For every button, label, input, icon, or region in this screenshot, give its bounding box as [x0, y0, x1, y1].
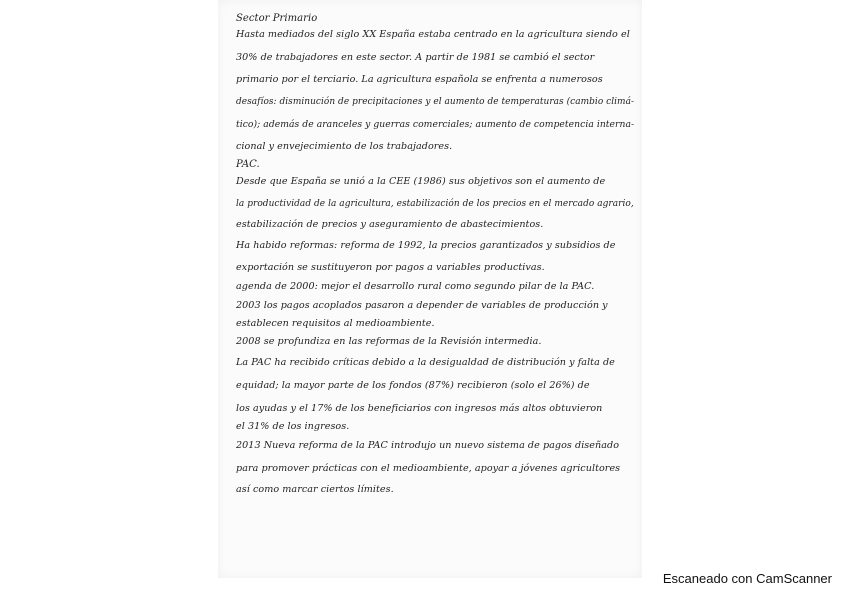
text-line: la productividad de la agricultura, estabilización de los precios en el mercado agrario, — [236, 198, 634, 209]
section-heading-sector-primario: Sector Primario — [236, 13, 318, 24]
camscanner-watermark: Escaneado con CamScanner — [662, 571, 832, 586]
text-line: Hasta mediados del siglo XX España estaba centrado en la agricultura siendo el — [236, 29, 630, 40]
text-line: así como marcar ciertos límites. — [236, 484, 394, 495]
text-line: el 31% de los ingresos. — [236, 421, 350, 432]
text-line: 2013 Nueva reforma de la PAC introdujo un nuevo sistema de pagos diseñado — [236, 440, 620, 451]
text-line: tico); además de aranceles y guerras comerciales; aumento de competencia interna- — [236, 119, 635, 130]
text-line: estabilización de precios y aseguramiento de abastecimientos. — [236, 219, 544, 230]
text-line: los ayudas y el 17% de los beneficiarios con ingresos más altos obtuvieron — [236, 403, 603, 414]
text-line: establecen requisitos al medioambiente. — [236, 318, 435, 329]
text-line: 30% de trabajadores en este sector. A partir de 1981 se cambió el sector — [236, 52, 595, 63]
section-heading-pac: PAC. — [236, 159, 260, 170]
text-line: para promover prácticas con el medioambiente, apoyar a jóvenes agricultores — [236, 463, 621, 474]
text-line: La PAC ha recibido críticas debido a la desigualdad de distribución y falta de — [236, 357, 615, 368]
text-line: agenda de 2000: mejor el desarrollo rural como segundo pilar de la PAC. — [236, 281, 595, 292]
text-line: Ha habido reformas: reforma de 1992, la precios garantizados y subsidios de — [236, 240, 616, 251]
text-line: exportación se sustituyeron por pagos a variables productivas. — [236, 262, 545, 273]
text-line: desafíos: disminución de precipitaciones y el aumento de temperaturas (cambio climá- — [236, 96, 635, 107]
text-line: equidad; la mayor parte de los fondos (87%) recibieron (solo el 26%) de — [236, 380, 590, 391]
text-line: 2003 los pagos acoplados pasaron a depender de variables de producción y — [236, 300, 608, 311]
text-line: Desde que España se unió a la CEE (1986) sus objetivos son el aumento de — [236, 176, 606, 187]
handwritten-sheet — [218, 0, 642, 578]
text-line: cional y envejecimiento de los trabajadores. — [236, 141, 453, 152]
text-line: 2008 se profundiza en las reformas de la Revisión intermedia. — [236, 336, 542, 347]
text-line: primario por el terciario. La agricultura española se enfrenta a numerosos — [236, 74, 603, 85]
